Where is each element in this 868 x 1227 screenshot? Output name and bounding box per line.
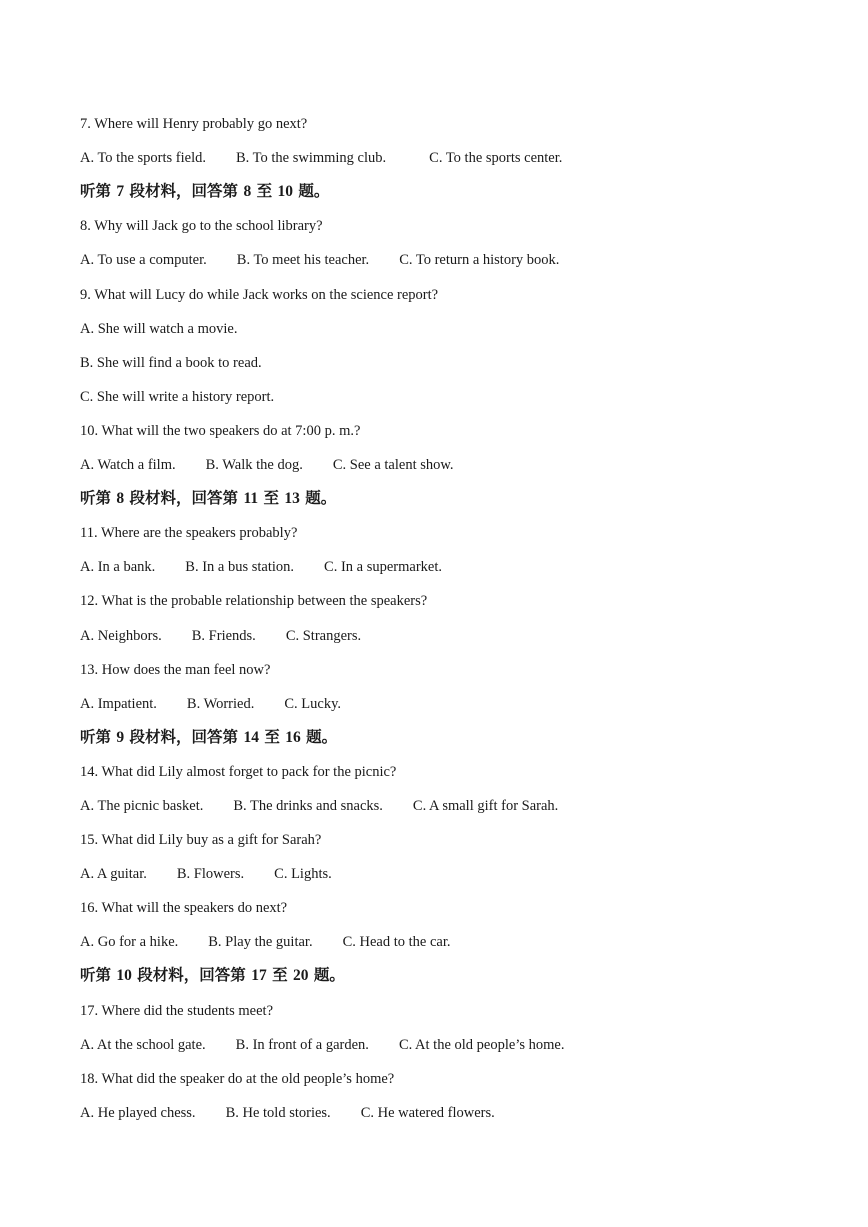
answer-option: A. To the sports field. <box>80 150 206 166</box>
answer-options <box>80 251 559 269</box>
section-heading-text: 听第 <box>80 489 117 507</box>
section-heading-text: 至 <box>258 728 286 746</box>
section-heading <box>80 966 345 985</box>
answer-option: B. The drinks and snacks. <box>233 798 383 814</box>
answer-option: A. At the school gate. <box>80 1037 206 1053</box>
answer-option: B. He told stories. <box>225 1105 331 1121</box>
section-heading-text: 段材料，回答第 <box>124 489 244 507</box>
question-text: 18. What did the speaker do at the old people’s home? <box>80 1071 395 1087</box>
answer-options <box>80 695 341 713</box>
answer-option: A. Go for a hike. <box>80 934 179 950</box>
answer-option: C. See a talent show. <box>332 457 454 473</box>
answer-option: A. The picnic basket. <box>80 798 204 814</box>
section-number: 7 <box>116 183 125 200</box>
answer-option: A. He played chess. <box>80 1105 196 1121</box>
question-text: 16. What will the speakers do next? <box>80 900 288 916</box>
answer-options <box>80 558 442 576</box>
section-heading-text: 段材料，回答第 <box>131 966 252 984</box>
question-text: 12. What is the probable relationship between the speakers? <box>80 593 428 609</box>
answer-options <box>80 797 558 815</box>
answer-options <box>80 1036 564 1054</box>
answer-option: C. A small gift for Sarah. <box>412 798 559 814</box>
section-heading-text: 至 <box>258 489 285 507</box>
answer-options <box>80 1104 495 1122</box>
answer-option: B. Friends. <box>191 628 256 644</box>
answer-option: A. In a bank. <box>80 559 156 575</box>
section-heading-text: 听第 <box>80 728 117 746</box>
answer-options <box>80 456 454 474</box>
answer-option: A. Neighbors. <box>80 628 162 644</box>
section-heading-text: 题。 <box>299 489 337 507</box>
question-text: 10. What will the two speakers do at 7:00 p. m.? <box>80 423 361 439</box>
answer-option: B. Worried. <box>186 696 255 712</box>
answer-options <box>80 149 562 167</box>
answer-option: C. In a supermarket. <box>324 559 443 575</box>
question-text: 9. What will Lucy do while Jack works on the science report? <box>80 287 439 303</box>
question-text: 7. Where will Henry probably go next? <box>80 116 308 132</box>
answer-option: B. Walk the dog. <box>205 457 303 473</box>
answer-option: A. Watch a film. <box>80 457 176 473</box>
section-number: 8 <box>116 490 125 507</box>
answer-option: B. Flowers. <box>176 866 245 882</box>
answer-option: A. A guitar. <box>80 866 147 882</box>
question-text: B. She will find a book to read. <box>80 355 262 371</box>
answer-option: C. Strangers. <box>285 628 362 644</box>
section-number: 10 <box>277 183 293 200</box>
section-number: 11 <box>243 490 259 507</box>
question-text: 14. What did Lily almost forget to pack for the picnic? <box>80 764 397 780</box>
section-number: 13 <box>284 490 300 507</box>
answer-option: B. Play the guitar. <box>208 934 313 950</box>
section-heading-text: 听第 <box>80 182 117 200</box>
answer-option: C. He watered flowers. <box>360 1105 495 1121</box>
section-heading-text: 段材料，回答第 <box>124 182 244 200</box>
answer-option: A. Impatient. <box>80 696 157 712</box>
answer-options <box>80 865 332 883</box>
section-number: 9 <box>116 729 125 746</box>
question-text: 17. Where did the students meet? <box>80 1003 274 1019</box>
question-text: 15. What did Lily buy as a gift for Sarah? <box>80 832 322 848</box>
answer-option: C. Head to the car. <box>342 934 451 950</box>
section-heading-text: 题。 <box>293 182 330 200</box>
answer-options <box>80 933 451 951</box>
section-heading-text: 题。 <box>308 966 345 984</box>
answer-option: C. To the sports center. <box>429 150 563 166</box>
question-text: 8. Why will Jack go to the school library? <box>80 218 323 234</box>
answer-option: C. To return a history book. <box>399 252 560 268</box>
section-heading-text: 至 <box>266 966 293 984</box>
question-text: A. She will watch a movie. <box>80 321 238 337</box>
section-heading <box>80 182 329 201</box>
question-text: 13. How does the man feel now? <box>80 662 271 678</box>
question-text: 11. Where are the speakers probably? <box>80 525 298 541</box>
answer-option: B. In front of a garden. <box>235 1037 369 1053</box>
section-heading-text: 至 <box>251 182 278 200</box>
section-number: 8 <box>243 183 252 200</box>
section-heading-text: 听第 <box>80 966 117 984</box>
answer-options <box>80 627 361 645</box>
answer-option: B. In a bus station. <box>185 559 295 575</box>
section-number: 17 <box>251 967 267 984</box>
answer-option: B. To meet his teacher. <box>236 252 370 268</box>
answer-option: C. Lucky. <box>284 696 342 712</box>
answer-option: C. Lights. <box>274 866 332 882</box>
section-heading <box>80 728 337 747</box>
section-heading-text: 段材料，回答第 <box>124 728 244 746</box>
section-number: 14 <box>243 729 259 746</box>
section-heading-text: 题。 <box>300 728 338 746</box>
answer-option: A. To use a computer. <box>80 252 207 268</box>
question-text: C. She will write a history report. <box>80 389 275 405</box>
answer-option: C. At the old people’s home. <box>398 1037 565 1053</box>
section-heading <box>80 489 336 508</box>
section-number: 20 <box>293 967 309 984</box>
section-number: 16 <box>285 729 301 746</box>
section-number: 10 <box>116 967 132 984</box>
answer-option: B. To the swimming club. <box>235 150 387 166</box>
